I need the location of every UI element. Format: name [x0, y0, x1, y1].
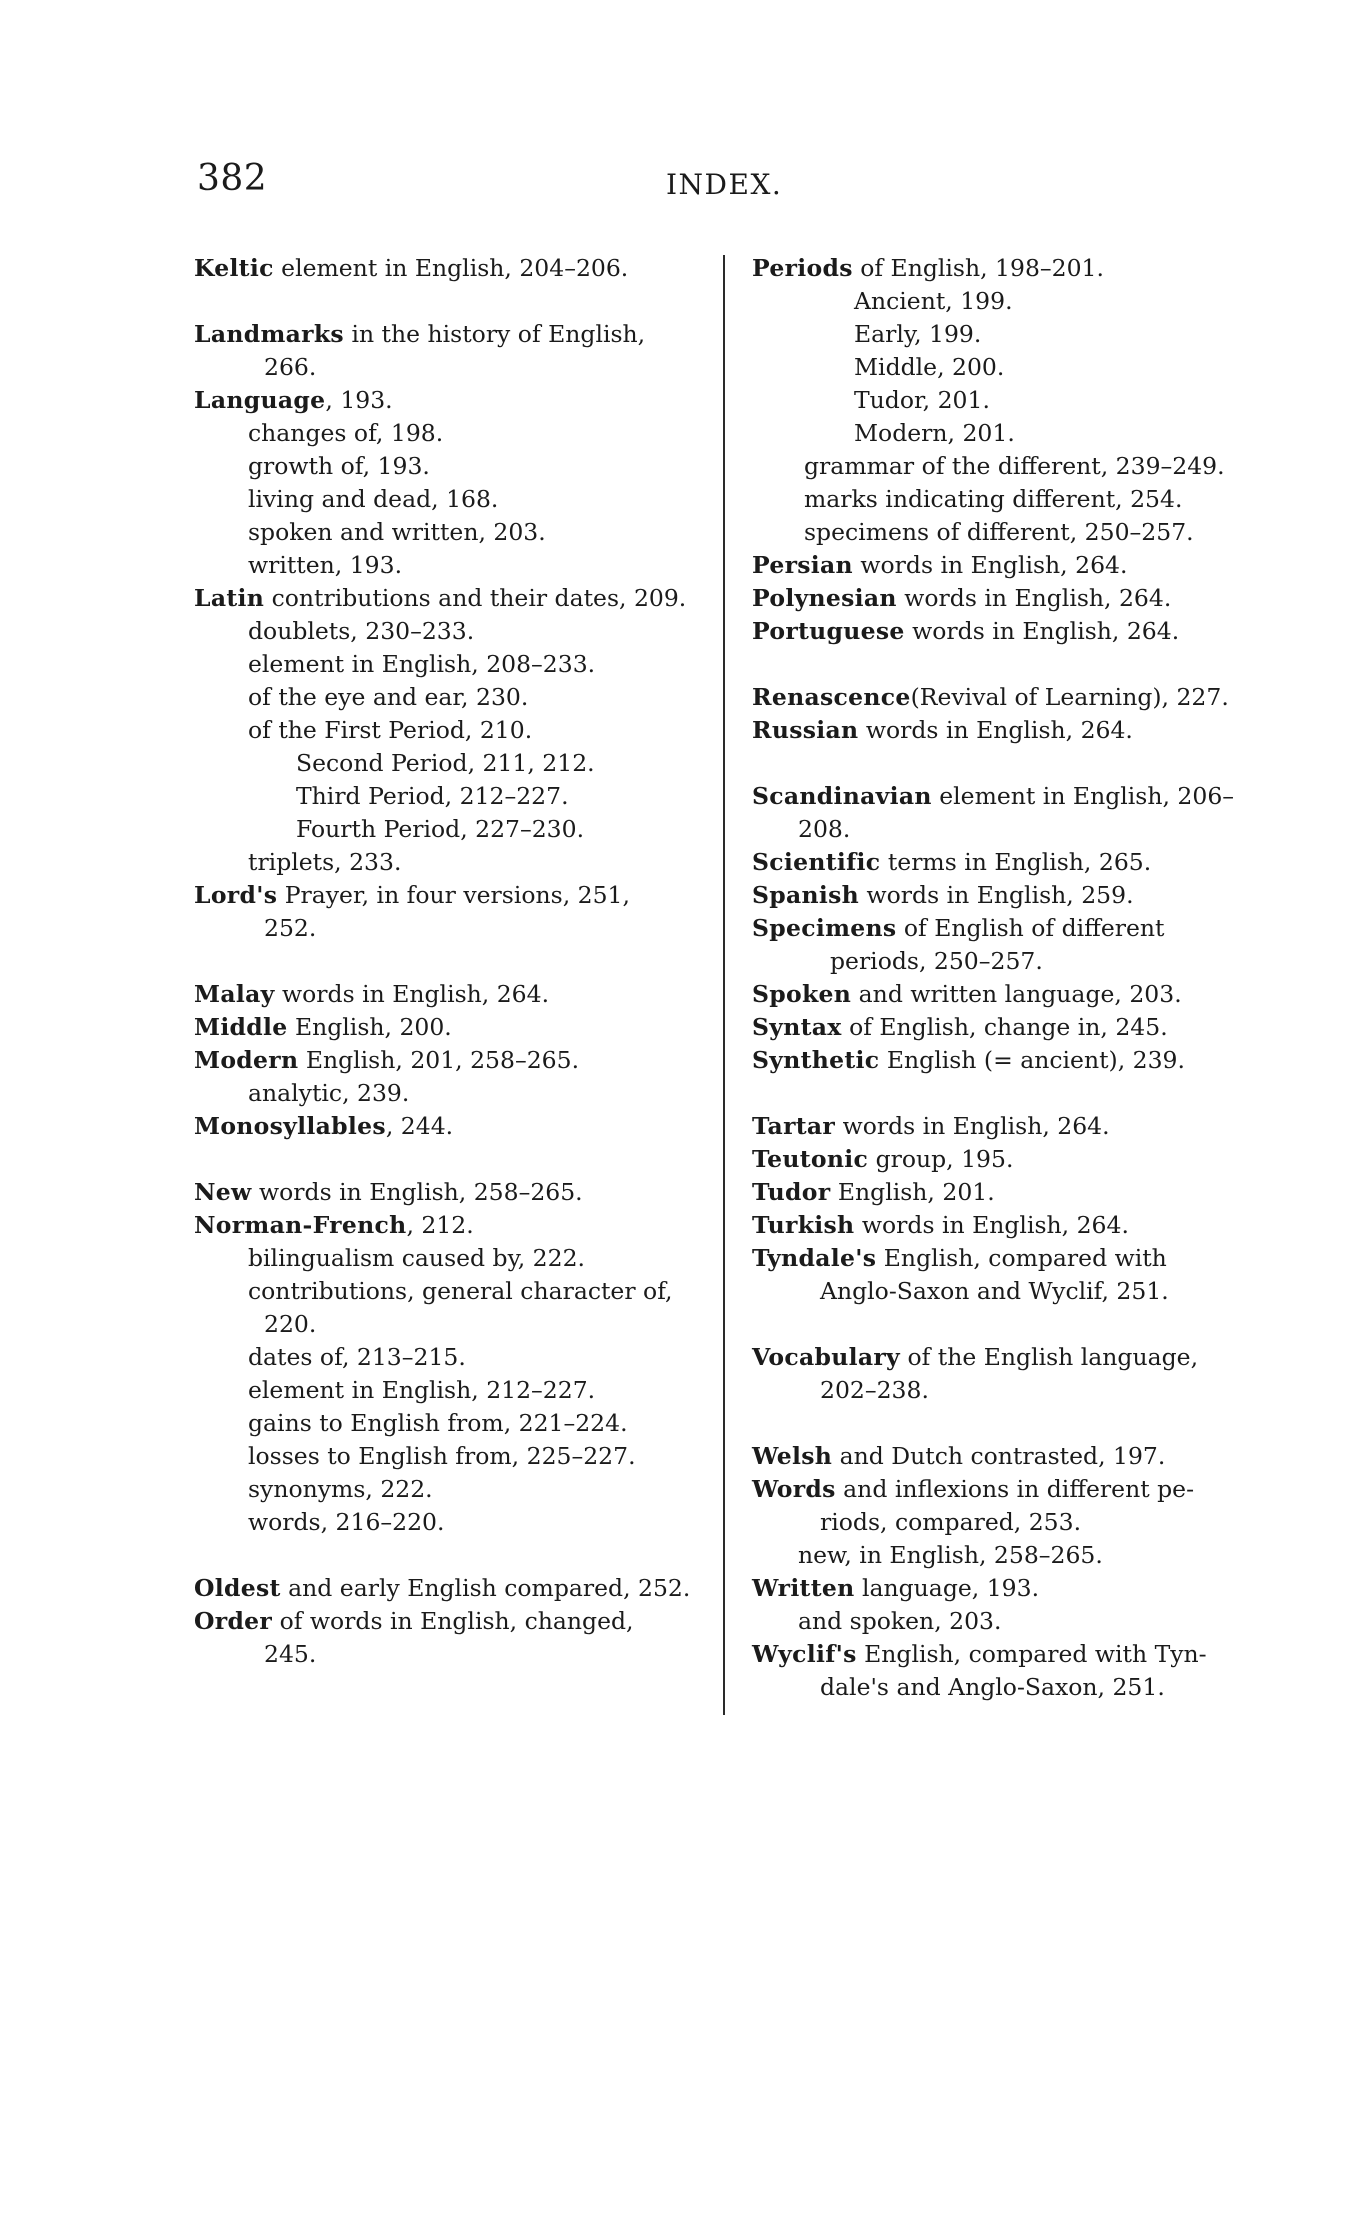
index-subentry [194, 417, 714, 450]
index-text: of the First Period, 210. [248, 716, 533, 744]
index-term: Vocabulary [752, 1343, 900, 1371]
index-term: Teutonic [752, 1145, 869, 1173]
index-entry [752, 1572, 1272, 1605]
index-text: words in English, 264. [854, 1211, 1129, 1239]
index-term: Renascence [752, 683, 911, 711]
index-text: English, 201, 258–265. [298, 1046, 580, 1074]
index-text: 202–238. [820, 1376, 929, 1404]
entry-gap [752, 1308, 1272, 1341]
index-subentry [194, 813, 714, 846]
index-entry [194, 1605, 714, 1638]
index-term: Portuguese [752, 617, 905, 645]
index-entry [194, 384, 714, 417]
index-subentry [194, 714, 714, 747]
entry-gap [194, 1539, 714, 1572]
index-entry [752, 879, 1272, 912]
index-subentry [194, 549, 714, 582]
index-text: words in English, 264. [852, 551, 1128, 579]
index-subentry [752, 1605, 1272, 1638]
index-subentry [752, 813, 1272, 846]
index-entry [194, 318, 714, 351]
index-text: of English, 198–201. [852, 254, 1104, 282]
index-term: Order [194, 1607, 273, 1635]
entry-gap [752, 648, 1272, 681]
index-term: Keltic [194, 254, 274, 282]
index-entry [752, 1440, 1272, 1473]
index-subentry [752, 1275, 1272, 1308]
index-term: Specimens [752, 914, 897, 942]
index-subentry [752, 516, 1272, 549]
index-subentry [194, 1440, 714, 1473]
index-term: Synthetic [752, 1046, 880, 1074]
index-text: spoken and written, 203. [248, 518, 546, 546]
index-term: Tudor [752, 1178, 831, 1206]
index-subentry [194, 351, 714, 384]
index-text: of English of different [896, 914, 1165, 942]
index-term: Tartar [752, 1112, 836, 1140]
index-entry [752, 1110, 1272, 1143]
index-subentry [752, 450, 1272, 483]
index-text: Middle, 200. [854, 353, 1005, 381]
index-text: of words in English, changed, [272, 1607, 634, 1635]
entry-gap [752, 1077, 1272, 1110]
index-entry [194, 1176, 714, 1209]
index-subentry [752, 1506, 1272, 1539]
index-text: gains to English from, 221–224. [248, 1409, 628, 1437]
index-text: English, compared with [876, 1244, 1167, 1272]
index-term: New [194, 1178, 252, 1206]
index-entry [194, 1044, 714, 1077]
index-text: element in English, 208–233. [248, 650, 596, 678]
index-text: Prayer, in four versions, 251, [277, 881, 630, 909]
index-entry [752, 1044, 1272, 1077]
index-subentry [194, 1242, 714, 1275]
index-term: Persian [752, 551, 853, 579]
index-entry [752, 912, 1272, 945]
index-entry [194, 1209, 714, 1242]
index-text: contributions, general character of, [248, 1277, 673, 1305]
index-subentry [752, 1374, 1272, 1407]
index-text: and Dutch contrasted, 197. [832, 1442, 1166, 1470]
index-text: Fourth Period, 227–230. [296, 815, 585, 843]
page-number: 382 [197, 158, 268, 199]
index-entry [752, 1473, 1272, 1506]
entry-gap [752, 1407, 1272, 1440]
index-subentry [194, 1374, 714, 1407]
index-subentry [194, 615, 714, 648]
index-entry [752, 846, 1272, 879]
index-text: analytic, 239. [248, 1079, 410, 1107]
index-entry [752, 1341, 1272, 1374]
index-term: Periods [752, 254, 853, 282]
index-term: Russian [752, 716, 859, 744]
index-text: , 193. [325, 386, 393, 414]
index-text: of the English language, [900, 1343, 1199, 1371]
index-text: (Revival of Learning), 227. [910, 683, 1229, 711]
index-text: group, 195. [868, 1145, 1014, 1173]
index-text: English, compared with Tyn- [856, 1640, 1207, 1668]
index-text: 266. [264, 353, 317, 381]
entry-gap [194, 945, 714, 978]
index-subentry [194, 1077, 714, 1110]
index-subentry [752, 417, 1272, 450]
index-text: English, 200. [287, 1013, 452, 1041]
index-text: and early English compared, 252. [280, 1574, 691, 1602]
index-text: synonyms, 222. [248, 1475, 433, 1503]
column-divider [723, 255, 725, 1715]
page-title: INDEX. [666, 168, 783, 201]
index-term: Scandinavian [752, 782, 932, 810]
index-term: Written [752, 1574, 855, 1602]
index-entry [194, 582, 714, 615]
index-text: 245. [264, 1640, 317, 1668]
index-subentry [194, 648, 714, 681]
index-entry [752, 714, 1272, 747]
index-subentry [752, 285, 1272, 318]
index-text: of the eye and ear, 230. [248, 683, 529, 711]
index-entry [752, 1209, 1272, 1242]
index-subentry [752, 483, 1272, 516]
entry-gap [752, 747, 1272, 780]
index-entry [194, 1011, 714, 1044]
index-text: words in English, 264. [835, 1112, 1110, 1140]
index-term: Tyndale's [752, 1244, 877, 1272]
index-text: Early, 199. [854, 320, 982, 348]
index-subentry [194, 1506, 714, 1539]
index-text: element in English, 212–227. [248, 1376, 596, 1404]
index-subentry [194, 1275, 714, 1308]
index-term: Landmarks [194, 320, 344, 348]
index-entry [752, 582, 1272, 615]
index-subentry [194, 681, 714, 714]
index-text: bilingualism caused by, 222. [248, 1244, 586, 1272]
index-text: , 212. [406, 1211, 474, 1239]
index-subentry [194, 1341, 714, 1374]
index-term: Language [194, 386, 326, 414]
index-text: words in English, 264. [904, 617, 1180, 645]
index-text: English (= ancient), 239. [879, 1046, 1185, 1074]
index-text: periods, 250–257. [830, 947, 1043, 975]
index-column-right [752, 252, 1272, 1704]
index-entry [194, 978, 714, 1011]
index-subentry [752, 384, 1272, 417]
index-text: and spoken, 203. [798, 1607, 1002, 1635]
index-term: Scientific [752, 848, 881, 876]
index-text: specimens of different, 250–257. [804, 518, 1194, 546]
index-entry [194, 252, 714, 285]
index-subentry [194, 516, 714, 549]
index-term: Spoken [752, 980, 852, 1008]
index-text: Second Period, 211, 212. [296, 749, 595, 777]
index-text: language, 193. [854, 1574, 1040, 1602]
index-term: Norman-French [194, 1211, 407, 1239]
index-term: Wyclif's [752, 1640, 857, 1668]
index-entry [752, 615, 1272, 648]
index-term: Modern [194, 1046, 299, 1074]
index-text: element in English, 206– [931, 782, 1235, 810]
index-text: element in English, 204–206. [273, 254, 629, 282]
index-entry [752, 1176, 1272, 1209]
index-entry [752, 1143, 1272, 1176]
index-subentry [194, 1308, 714, 1341]
index-term: Polynesian [752, 584, 897, 612]
index-text: growth of, 193. [248, 452, 430, 480]
index-text: doublets, 230–233. [248, 617, 475, 645]
index-entry [752, 681, 1272, 714]
index-term: Welsh [752, 1442, 833, 1470]
index-text: grammar of the different, 239–249. [804, 452, 1225, 480]
index-subentry [194, 780, 714, 813]
index-subentry [752, 1671, 1272, 1704]
index-subentry [752, 318, 1272, 351]
index-subentry [194, 1638, 714, 1671]
index-entry [752, 252, 1272, 285]
index-entry [194, 1110, 714, 1143]
index-term: Spanish [752, 881, 860, 909]
index-text: Ancient, 199. [854, 287, 1013, 315]
index-text: contributions and their dates, 209. [264, 584, 687, 612]
index-term: Monosyllables [194, 1112, 386, 1140]
index-term: Latin [194, 584, 265, 612]
index-subentry [752, 351, 1272, 384]
index-text: 208. [798, 815, 851, 843]
entry-gap [194, 285, 714, 318]
index-term: Turkish [752, 1211, 855, 1239]
index-text: words in English, 258–265. [251, 1178, 583, 1206]
index-text: Anglo-Saxon and Wyclif, 251. [820, 1277, 1169, 1305]
index-text: English, 201. [830, 1178, 995, 1206]
index-text: words in English, 259. [859, 881, 1134, 909]
index-entry [752, 1638, 1272, 1671]
index-term: Middle [194, 1013, 288, 1041]
index-entry [752, 780, 1272, 813]
index-text: losses to English from, 225–227. [248, 1442, 636, 1470]
index-text: words in English, 264. [274, 980, 550, 1008]
index-text: new, in English, 258–265. [798, 1541, 1103, 1569]
index-subentry [194, 747, 714, 780]
index-text: Third Period, 212–227. [296, 782, 569, 810]
index-text: Tudor, 201. [854, 386, 990, 414]
index-text: , 244. [385, 1112, 454, 1140]
index-subentry [194, 846, 714, 879]
index-text: words in English, 264. [858, 716, 1133, 744]
index-text: dates of, 213–215. [248, 1343, 466, 1371]
index-text: dale's and Anglo-Saxon, 251. [820, 1673, 1165, 1701]
index-text: of English, change in, 245. [841, 1013, 1168, 1041]
index-text: Modern, 201. [854, 419, 1015, 447]
index-text: 220. [264, 1310, 317, 1338]
index-text: changes of, 198. [248, 419, 444, 447]
index-subentry [194, 1473, 714, 1506]
index-term: Malay [194, 980, 275, 1008]
index-entry [752, 978, 1272, 1011]
index-subentry [194, 912, 714, 945]
index-subentry [194, 450, 714, 483]
index-subentry [194, 1407, 714, 1440]
index-text: living and dead, 168. [248, 485, 499, 513]
index-text: terms in English, 265. [880, 848, 1152, 876]
index-text: triplets, 233. [248, 848, 402, 876]
index-text: in the history of English, [343, 320, 646, 348]
index-subentry [752, 945, 1272, 978]
index-text: written, 193. [248, 551, 403, 579]
index-entry [752, 1011, 1272, 1044]
index-term: Lord's [194, 881, 278, 909]
index-text: and inflexions in different pe- [835, 1475, 1195, 1503]
index-subentry [752, 1539, 1272, 1572]
index-term: Oldest [194, 1574, 281, 1602]
index-entry [194, 1572, 714, 1605]
index-text: marks indicating different, 254. [804, 485, 1183, 513]
index-text: words, 216–220. [248, 1508, 445, 1536]
index-text: riods, compared, 253. [820, 1508, 1082, 1536]
index-term: Words [752, 1475, 836, 1503]
index-entry [752, 549, 1272, 582]
index-entry [752, 1242, 1272, 1275]
index-text: 252. [264, 914, 317, 942]
index-term: Syntax [752, 1013, 842, 1041]
index-subentry [194, 483, 714, 516]
index-entry [194, 879, 714, 912]
entry-gap [194, 1143, 714, 1176]
index-column-left [194, 252, 714, 1671]
index-text: and written language, 203. [851, 980, 1182, 1008]
index-text: words in English, 264. [896, 584, 1172, 612]
